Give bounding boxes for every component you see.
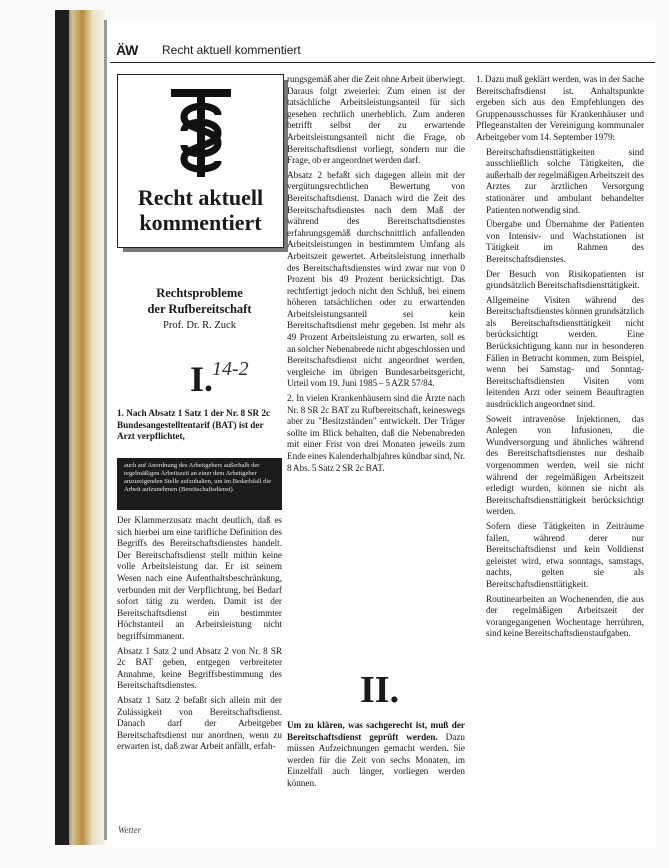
paragraph: Absatz 1 Satz 2 und Absatz 2 von Nr. 8 SR 2c BAT geben, entgegen verbreiteter Annahme, keine Begriffsbestimmung des Bereitschaftsdienstes. (117, 645, 282, 691)
list-item: Soweit intravenöse Injektionen, das Anlegen von Infusionen, die Wundversorgung und ähnliches während des Bereitschaftsdienstes nur deshalb vorgenommen werden, weil sie nicht während der regelmäßigen Arbeitszeit erledigt wurden, können sie nicht als Bereitschaftsdiensttätigkeit berücksichtigt werden. (486, 413, 644, 517)
section-title: Recht aktuell kommentiert (162, 43, 301, 57)
article-title (117, 285, 282, 317)
column-1-body (117, 515, 282, 756)
lead-paragraph (117, 408, 282, 443)
paragraph: rungsgemäß aber die Zeit ohne Arbeit überwiegt. Daraus folgt zweierlei: Zum einen ist der tatsächliche Arbeitsleistungsanteil für sich gesehen rechtlich unerheblich. Zum anderen betrifft selbst der zu erwartende Arbeitsleistungsanteil nicht die Frage, ob Bereitschaftsdienst vorliegt, sondern nur die Frage, ob er angeordnet werden darf. (287, 74, 465, 166)
paragraph: Absatz 2 befaßt sich dagegen allein mit der vergütungsrechtlichen Bewertung von Bereitschaftsdienst. Danach wird die Zeit des Bereitschaftsdienstes nach dem Maß der während des Bereitschaftsdienstes erfahrungsgemäß durchschnittlich anfallenden Arbeitsleistungen in bestimmtem Umfang als Arbeitszeit gewertet. Arbeitsleistung innerhalb des Bereitschaftsdienstes wird zwar nur von 0 Prozent bis 49 Prozent berücksichtigt. Das rechtfertigt jedoch nicht den Schluß, bei einem höheren tatsächlichen oder zu erwartenden Arbeitsleistungsanteil sei kein Bereitschaftsdienst mehr gegeben. Ist mehr als 49 Prozent Arbeitsleistung zu erwarten, soll es an solcher Nebenabrede nicht abgeschlossen und Bereitschaftsdienst nicht angeordnet werden, vergleiche im übrigen Bundesarbeitsgericht, Urteil vom 19. Juni 1985 – 5 AZR 57/84. (287, 169, 465, 389)
book-binding-shadow (55, 10, 69, 845)
list-item: Allgemeine Visiten während des Bereitschaftsdienstes können grundsätzlich als Bereitschaftsdiensttätigkeit nicht berücksichtigt werden. Eine Berücksichtigung kann nur in besonderen Fällen in Betracht kommen, zum Beispiel, wenn bei Samstag- und Sonntag-Bereitschaftsdiensten Visiten vom leitenden Arzt oder seinem Beauftragten ausdrücklich angeordnet sind. (486, 294, 644, 410)
column-2-body (287, 74, 465, 477)
paragraph: Absatz 1 Satz 2 befaßt sich allein mit der Zulässigkeit von Bereitschaftsdienst. Danach darf der Arbeitgeber Bereitschaftsdienst nur anordnen, wenn zu erwarten ist, daß zwar Arbeit anfällt, erfah- (117, 694, 282, 752)
article-title-line-1: Rechtsprobleme (156, 286, 243, 300)
journal-logo: ÄW (116, 42, 138, 58)
list-item: Übergabe und Übernahme der Patienten von Intensiv- und Wachstationen ist Tätigkeit im Rahmen des Bereitschaftsdienstes. (486, 219, 644, 264)
lead-text: 1. Nach Absatz 1 Satz 1 der Nr. 8 SR 2c Bundesangestelltentarif (BAT) ist der Arzt verpflichtet, (117, 408, 271, 442)
paragraph: Der Klammerzusatz macht deutlich, daß es sich hierbei um eine tarifliche Definition des Begriffs des Bereitschaftsdienstes handelt. Der Bereitschaftsdienst stellt mithin keine volle Arbeitsleistung dar. Er ist seinem Wesen nach eine Aufenthaltsbeschränkung, verbunden mit der Verpflichtung, bei Bedarf sofort tätig zu werden. Damit ist der Bereitschaftsdienst ein bestimmter Höchstanteil an Arbeitsleistung nicht begriffsimmanent. (117, 515, 282, 641)
paragraph-sign-icon (166, 85, 236, 180)
quote-text: auch auf Anordnung des Arbeitgebers außerhalb der regelmäßigen Arbeitszeit an einer dem Arbeitgeber anzuzeigenden Stelle aufzuhalten, um im Bedarfsfall die Arbeit aufzunehmen (Bereitschaftsdienst). (124, 462, 272, 493)
column-3-body (476, 74, 644, 643)
list-item: Routinearbeiten an Wochenenden, die aus der regelmäßigen Arbeitszeit der vorangegangenen Wochentage herrühren, sind keine Bereitschaftsdienstaufgaben. (486, 593, 644, 639)
handwritten-note: 14-2 (212, 358, 249, 380)
column-logo-box (117, 74, 284, 248)
section-number-1: I. (190, 359, 214, 399)
list-item: Bereitschaftsdiensttätigkeiten sind ausschließlich solche Tätigkeiten, die außerhalb der regelmäßigen Arbeitszeit des Arztes zur ärztlichen Versorgung stationärer und ambulant behandelter Patienten notwendig sind. (486, 146, 644, 215)
paragraph: 2. In vielen Krankenhäusern sind die Ärzte nach Nr. 8 SR 2c BAT zu Rufbereitschaft, keineswegs aber zu "Besitzständen" entwickelt. Der Träger sollte im Blick behalten, daß die Nebenabreden mit einer Frist von drei Monaten jeweils zum Ende eines Kalenderhalbjahres kündbar sind, Nr. 8 Abs. 5 Satz 2 SR 2c BAT. (287, 393, 465, 473)
author-line: Prof. Dr. R. Zuck (163, 320, 236, 331)
section-number-2: II. (360, 669, 400, 711)
article-title-line-2: der Rufbereitschaft (147, 302, 252, 316)
section-2-body (287, 720, 465, 790)
section-2-text: Dazu müssen Aufzeichnungen gemacht werden. Sie werden für die Zeit von sechs Monaten, im Einzelfall auch länger, vorliegen werden können. (287, 731, 465, 788)
running-header (110, 40, 655, 63)
handwritten-footmark: Wetter (118, 825, 142, 835)
paragraph: 1. Dazu muß geklärt werden, was in der Sache Bereitschaftsdienst ist. Anhaltspunkte ergeben sich aus den Empfehlungen des Gruppenausschusses für Krankenhäuser und Pflegeanstalten der Vereinigung kommunaler Arbeitgeber vom 14. September 1979: (476, 74, 644, 142)
section-2-lead: Um zu klären, was sachgerecht ist, muß der Bereitschaftsdienst geprüft werden. (287, 720, 465, 742)
list-item: Der Besuch von Risikopatienten ist grundsätzlich Bereitschaftsdiensttätigkeit. (486, 268, 644, 291)
logo-line-2: kommentiert (139, 210, 262, 235)
logo-line-1: Recht aktuell (137, 185, 264, 210)
list-item: Sofern diese Tätigkeiten in Zeiträume fallen, während derer nur Bereitschaftsdienst und kein Volldienst geleistet wird, etwa sonntags, samstags, nachts, gelten sie als Bereitschaftsdiensttätigkeit. (486, 520, 644, 589)
